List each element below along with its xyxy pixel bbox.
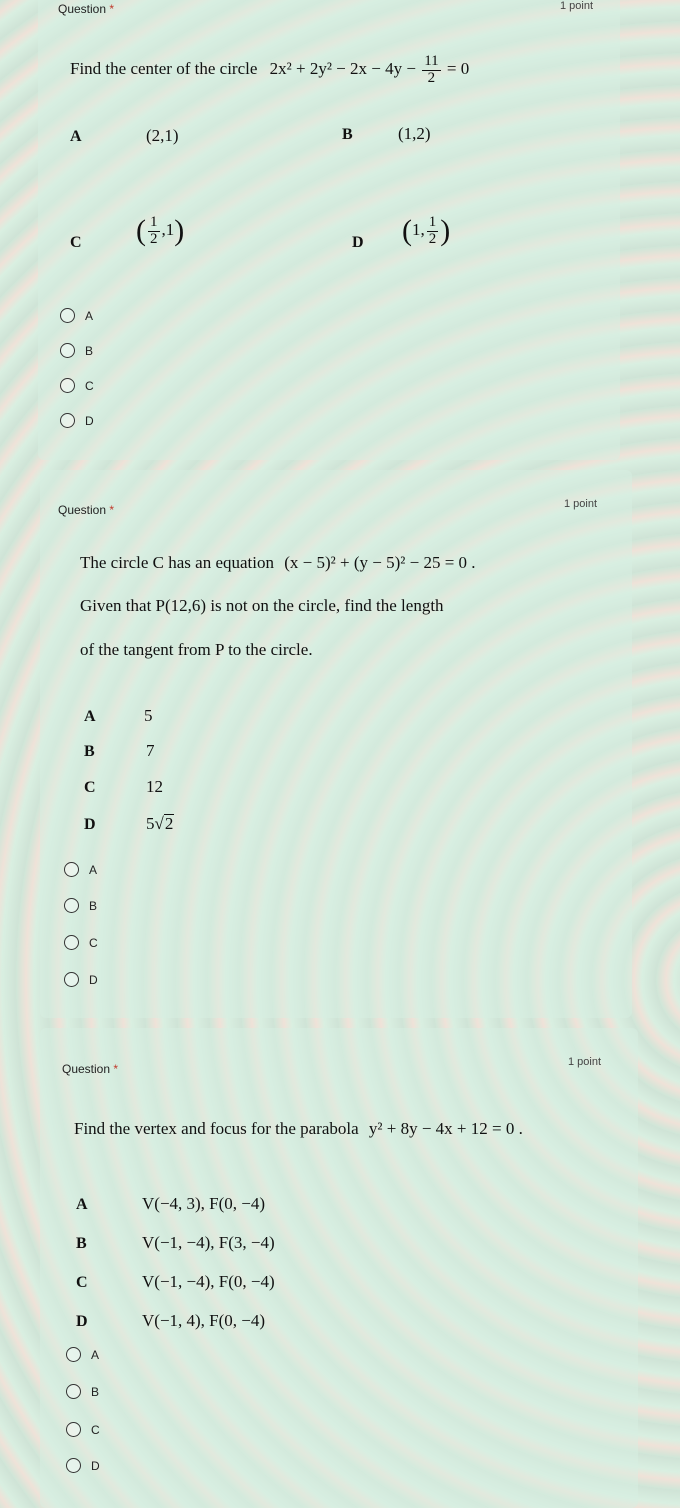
question-label-text: Question	[62, 1062, 111, 1076]
paren-open: (	[136, 214, 146, 247]
question-card-3	[40, 1028, 638, 1508]
circle-equation	[269, 53, 470, 86]
radio-button[interactable]	[60, 308, 75, 323]
required-star: *	[109, 2, 115, 16]
question-text	[70, 54, 469, 87]
question-prompt: The circle C has an equation	[80, 553, 275, 572]
radio-label: C	[91, 1422, 100, 1437]
radio-label: A	[89, 862, 98, 877]
option-letter-a: A	[76, 1196, 88, 1213]
radio-choice-a[interactable]	[64, 862, 97, 877]
radio-choice-c[interactable]	[66, 1422, 100, 1437]
question-card-2	[40, 470, 632, 1018]
radio-label: D	[91, 1458, 100, 1473]
radio-button[interactable]	[60, 378, 75, 393]
radio-label: C	[85, 378, 94, 393]
option-value-part: 5	[146, 814, 155, 833]
option-letter-d: D	[76, 1313, 88, 1330]
radio-button[interactable]	[60, 343, 75, 358]
radio-choice-a[interactable]	[60, 308, 93, 323]
question-label-text: Question	[58, 503, 107, 517]
question-label	[62, 1062, 118, 1076]
option-value-c: 12	[146, 777, 163, 796]
paren-close: )	[440, 214, 451, 247]
option-letter-b: B	[76, 1235, 87, 1252]
question-prompt: Find the center of the circle	[70, 59, 258, 79]
option-value-b: V(−1, −4), F(3, −4)	[142, 1233, 275, 1252]
option-value-a: 5	[144, 706, 153, 725]
fraction-denominator: 2	[427, 69, 436, 86]
sqrt-symbol: √	[154, 814, 164, 833]
option-letter-c: C	[70, 234, 82, 251]
option-letter-d: D	[352, 234, 364, 251]
option-value-d	[402, 214, 450, 248]
radio-choice-b[interactable]	[66, 1384, 99, 1399]
radio-choice-d[interactable]	[66, 1458, 100, 1473]
option-value-b: (1,2)	[398, 124, 431, 143]
radio-label: B	[85, 343, 94, 358]
points-label: 1 point	[560, 0, 594, 12]
sqrt-radicand: 2	[164, 814, 174, 833]
option-letter-d: D	[84, 816, 96, 833]
question-line-3: of the tangent from P to the circle.	[80, 640, 313, 659]
fraction-numerator: 1	[428, 213, 437, 230]
fraction-numerator: 1	[150, 213, 158, 230]
radio-button[interactable]	[64, 935, 79, 950]
question-prompt: Find the vertex and focus for the parabola	[74, 1119, 359, 1138]
question-label-text: Question	[58, 2, 107, 16]
question-line-1	[80, 554, 476, 571]
points-label: 1 point	[568, 1056, 602, 1068]
option-letter-b: B	[342, 126, 353, 143]
question-card-1	[38, 0, 620, 460]
required-star: *	[113, 1062, 119, 1076]
fraction-numerator: 11	[424, 53, 439, 69]
radio-button[interactable]	[66, 1422, 81, 1437]
equation-part: = 0	[446, 59, 470, 79]
fraction-denominator: 2	[428, 230, 437, 247]
question-prompt: is not on the circle, find the length	[210, 596, 444, 615]
radio-label: C	[89, 935, 98, 950]
option-value-a: V(−4, 3), F(0, −4)	[142, 1194, 266, 1213]
radio-button[interactable]	[64, 972, 79, 987]
question-label	[58, 2, 114, 16]
option-letter-c: C	[76, 1274, 88, 1291]
radio-choice-a[interactable]	[66, 1347, 99, 1362]
option-letter-a: A	[84, 708, 96, 725]
option-value-c	[136, 214, 184, 248]
radio-choice-d[interactable]	[60, 413, 94, 428]
option-letter-a: A	[70, 128, 82, 145]
circle-equation: (x − 5)² + (y − 5)² − 25 = 0 .	[284, 553, 476, 572]
radio-choice-b[interactable]	[64, 898, 97, 913]
question-text	[74, 1120, 523, 1137]
paren-close: )	[174, 214, 185, 247]
option-value-d: V(−1, 4), F(0, −4)	[142, 1311, 266, 1330]
option-value-a: (2,1)	[146, 126, 179, 145]
radio-label: B	[91, 1384, 100, 1399]
equation-fraction	[422, 54, 440, 87]
equation-part: 2x² + 2y² − 2x − 4y −	[269, 59, 416, 79]
radio-button[interactable]	[60, 413, 75, 428]
required-star: *	[109, 503, 115, 517]
question-prompt: Given that	[80, 596, 152, 615]
radio-button[interactable]	[64, 862, 79, 877]
question-label	[58, 503, 114, 517]
radio-choice-b[interactable]	[60, 343, 93, 358]
option-value-part: ,1	[161, 219, 175, 239]
option-letter-b: B	[84, 743, 95, 760]
fraction-denominator: 2	[150, 230, 158, 247]
radio-button[interactable]	[66, 1347, 81, 1362]
option-fraction	[427, 215, 439, 248]
parabola-equation: y² + 8y − 4x + 12 = 0 .	[368, 1119, 523, 1138]
points-label: 1 point	[564, 498, 598, 510]
radio-label: A	[91, 1347, 100, 1362]
point-p: P(12,6)	[155, 596, 207, 615]
question-line-2	[80, 597, 444, 614]
option-letter-c: C	[84, 779, 96, 796]
option-value-part: 1,	[412, 219, 425, 239]
radio-button[interactable]	[64, 898, 79, 913]
radio-label: A	[85, 308, 94, 323]
paren-open: (	[402, 214, 412, 247]
radio-button[interactable]	[66, 1384, 81, 1399]
radio-label: D	[89, 972, 98, 987]
option-value-d	[146, 814, 174, 834]
radio-button[interactable]	[66, 1458, 81, 1473]
option-value-c: V(−1, −4), F(0, −4)	[142, 1272, 275, 1291]
radio-label: B	[89, 898, 98, 913]
option-fraction	[148, 215, 160, 248]
radio-choice-c[interactable]	[64, 935, 98, 950]
radio-choice-c[interactable]	[60, 378, 94, 393]
radio-choice-d[interactable]	[64, 972, 98, 987]
radio-label: D	[85, 413, 94, 428]
option-value-b: 7	[146, 741, 155, 760]
